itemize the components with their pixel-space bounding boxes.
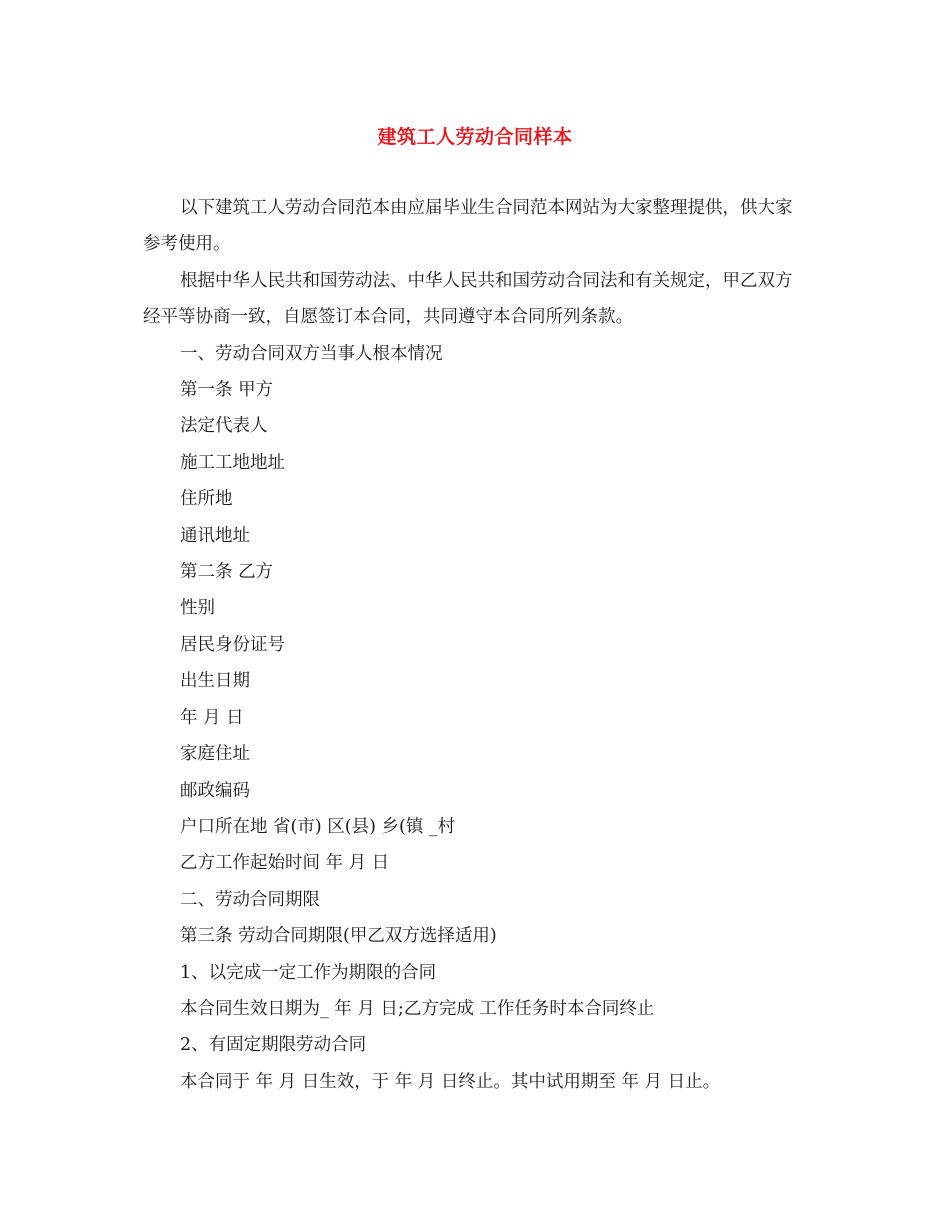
field-date-blank: 年 月 日 (180, 707, 244, 728)
option-1-effective-date: 本合同生效日期为_ 年 月 日;乙方完成 工作任务时本合同终止 (180, 998, 655, 1019)
field-household-registration: 户口所在地 省(市) 区(县) 乡(镇 _村 (180, 816, 456, 837)
option-2-fixed-term: 2、有固定期限劳动合同 (180, 1035, 367, 1056)
article-3-term: 第三条 劳动合同期限(甲乙双方选择适用) (180, 926, 497, 947)
field-home-address: 家庭住址 (180, 744, 250, 765)
paragraph-intro: 以下建筑工人劳动合同范本由应届毕业生合同范本网站为大家整理提供，供大家参考使用。 (143, 198, 793, 255)
document-body (143, 190, 803, 1100)
article-1-party-a: 第一条 甲方 (180, 380, 274, 401)
field-mailing-address: 通讯地址 (180, 525, 250, 546)
field-domicile: 住所地 (180, 489, 233, 510)
document-title: 建筑工人劳动合同样本 (377, 126, 573, 148)
field-id-number: 居民身份证号 (180, 634, 285, 655)
field-legal-representative: 法定代表人 (180, 416, 268, 437)
field-work-start-date: 乙方工作起始时间 年 月 日 (180, 853, 390, 874)
section-heading-term: 二、劳动合同期限 (180, 889, 320, 910)
option-2-effective-period: 本合同于 年 月 日生效，于 年 月 日终止。其中试用期至 年 月 日止。 (180, 1071, 721, 1092)
option-1-task-based: 1、以完成一定工作为期限的合同 (180, 962, 437, 983)
article-2-party-b: 第二条 乙方 (180, 562, 274, 583)
paragraph-preamble: 根据中华人民共和国劳动法、中华人民共和国劳动合同法和有关规定，甲乙双方经平等协商一致，自愿签订本合同，共同遵守本合同所列条款。 (143, 270, 793, 328)
field-postal-code: 邮政编码 (180, 780, 250, 801)
field-gender: 性别 (180, 598, 215, 619)
field-site-address: 施工工地地址 (180, 452, 285, 473)
field-birth-date: 出生日期 (180, 671, 250, 692)
section-heading-parties: 一、劳动合同双方当事人根本情况 (180, 343, 443, 364)
